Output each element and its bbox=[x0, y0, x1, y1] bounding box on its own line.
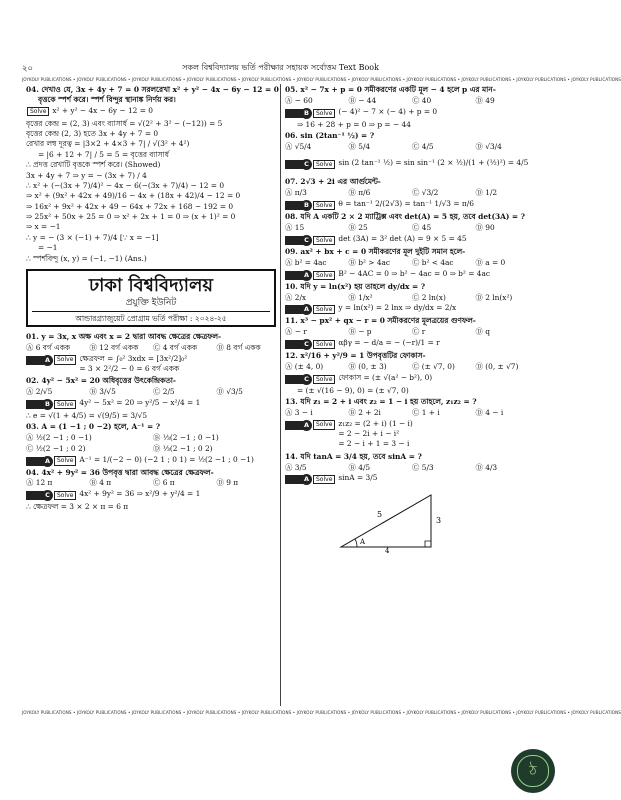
adjacent-label: 4 bbox=[385, 547, 390, 556]
column-divider bbox=[280, 84, 281, 706]
question-13 bbox=[285, 398, 535, 451]
option-d[interactable]: Ⓓ 1/2 bbox=[475, 188, 498, 198]
option-c[interactable]: Ⓒ (± √7, 0) bbox=[412, 362, 455, 371]
option-b[interactable]: Ⓑ 25 bbox=[348, 223, 368, 232]
answer-badge: B Solve bbox=[285, 200, 335, 211]
question-title-cont: বৃত্তকে স্পর্শ করে। স্পর্শ বিন্দুর স্থানাঙ্ক নির্ণয় কর। bbox=[38, 95, 176, 105]
answer-badge: A Solve bbox=[285, 420, 335, 431]
answer-badge: A Solve bbox=[285, 304, 335, 315]
option-b[interactable]: Ⓑ 5/4 bbox=[348, 141, 371, 151]
question-title: 14. যদি tanA = 3/4 হয়, তবে sinA = ? bbox=[285, 451, 422, 461]
answer-badge: A Solve bbox=[285, 270, 335, 281]
option-c[interactable]: Ⓒ 40 bbox=[412, 95, 432, 105]
publisher-logo bbox=[511, 749, 555, 793]
question-12 bbox=[285, 352, 535, 396]
option-b[interactable]: Ⓑ − p bbox=[348, 327, 372, 337]
option-d[interactable]: Ⓓ √3/5 bbox=[216, 387, 243, 397]
options bbox=[26, 445, 276, 454]
options bbox=[285, 294, 535, 303]
university-name: ঢাকা বিশ্ববিদ্যালয় bbox=[88, 275, 213, 297]
solution-line: ∴ e = √(1 + 4/5) = √(9/5) = 3/√5 bbox=[26, 411, 148, 421]
option-c[interactable]: Ⓒ r bbox=[412, 327, 426, 337]
option-d[interactable]: Ⓓ 8 বর্গ একক bbox=[216, 342, 261, 352]
question-title: 01. y = 3x, x অক্ষ এবং x = 2 দ্বারা আবদ্ধ ক্ষেত্রের ক্ষেত্রফল- bbox=[26, 331, 222, 341]
solution bbox=[26, 355, 276, 376]
option-c[interactable]: Ⓒ 4 বর্গ একক bbox=[153, 342, 198, 352]
question-11 bbox=[285, 317, 535, 350]
opposite-label: 3 bbox=[436, 516, 442, 526]
left-column bbox=[26, 85, 279, 514]
solution-line: ∴ y = − (3 × (−1) + 7)/4 [∵ x = −1] bbox=[26, 232, 159, 242]
option-d[interactable]: Ⓓ 4/3 bbox=[475, 462, 498, 472]
option-b[interactable]: Ⓑ 4/5 bbox=[348, 462, 371, 472]
options bbox=[285, 143, 535, 152]
options bbox=[26, 388, 276, 397]
options bbox=[285, 224, 535, 233]
option-b[interactable]: Ⓑ ⅓(2 −1 ; 0 −1) bbox=[153, 432, 219, 442]
option-b[interactable]: Ⓑ 12 বর্গ একক bbox=[89, 342, 139, 352]
solution-line: z₁z₂ = (2 + i) (1 − i) bbox=[338, 418, 413, 428]
right-triangle-diagram bbox=[335, 491, 445, 556]
option-a[interactable]: Ⓐ ½(2 −1 ; 0 −1) bbox=[26, 432, 92, 442]
answer-badge: B Solve bbox=[26, 399, 76, 410]
question-title: 07. 2√3 + 2i এর আর্গুমেন্ট- bbox=[285, 177, 381, 187]
question-07 bbox=[285, 178, 535, 211]
options bbox=[285, 409, 535, 418]
option-d[interactable]: Ⓓ 4 − i bbox=[475, 407, 504, 417]
solution-line: ⇒ x = −1 bbox=[26, 222, 61, 232]
option-c[interactable]: Ⓒ 1 + i bbox=[412, 407, 440, 417]
solution-line: ∴ x² + (−(3x + 7)/4)² − 4x − 6(−(3x + 7)/4) − 12 = 0 bbox=[26, 180, 225, 190]
solution-line: = (± √(16 − 9), 0) = (± √7, 0) bbox=[297, 385, 409, 395]
university-box bbox=[26, 269, 276, 326]
solution-line: বৃত্তের কেন্দ্র = (2, 3) এবং ব্যাসার্ধ = √(2² + 3² − (−12)) = 5 bbox=[26, 118, 223, 128]
option-c[interactable]: Ⓒ 4/5 bbox=[412, 141, 434, 151]
solution bbox=[285, 159, 535, 170]
solution-line: রেখার লম্ব দূরত্ব = |3×2 + 4×3 + 7| / √(3² + 4²) bbox=[26, 139, 190, 149]
solution-line: = 3 × 2²/2 − 0 = 6 বর্গ একক bbox=[79, 363, 180, 373]
solution-line: ⇒ 16 + 28 + p = 0 ⇒ p = − 44 bbox=[297, 119, 411, 129]
question-05 bbox=[285, 86, 535, 130]
solution-line: ∴ স্পর্শবিন্দু (x, y) = (−1, −1) (Ans.) bbox=[26, 253, 147, 263]
option-c[interactable]: Ⓒ 45 bbox=[412, 223, 432, 232]
question-title: 02. 4y² − 5x² = 20 অধিবৃত্তের উৎকেন্দ্রিকতা- bbox=[26, 376, 176, 386]
unit-name: প্রযুক্তি ইউনিট bbox=[125, 297, 177, 308]
question-14 bbox=[285, 453, 535, 557]
solution bbox=[285, 339, 535, 350]
solution-line: αβγ = − d/a = − (−r)/1 = r bbox=[338, 338, 440, 348]
options bbox=[285, 363, 535, 372]
option-a[interactable]: Ⓐ b² = 4ac bbox=[285, 257, 327, 267]
answer-badge: C Solve bbox=[285, 235, 335, 246]
solution-line: det (3A) = 3² det (A) = 9 × 5 = 45 bbox=[338, 233, 467, 243]
option-d[interactable]: Ⓓ 90 bbox=[475, 223, 495, 232]
option-c[interactable]: Ⓒ √3/2 bbox=[412, 188, 439, 198]
solve-badge: Solve bbox=[26, 107, 49, 116]
question-title: 10. যদি y = ln(x²) হয় তাহলে dy/dx = ? bbox=[285, 281, 426, 291]
question-title: 04. 4x² + 9y² = 36 উপবৃত্ত দ্বারা আবদ্ধ ক্ষেত্রের ক্ষেত্রফল- bbox=[26, 467, 214, 477]
option-b[interactable]: Ⓑ 4 π bbox=[89, 478, 112, 488]
solution-line: B² − 4AC = 0 ⇒ b² − 4ac = 0 ⇒ b² = 4ac bbox=[338, 268, 491, 278]
answer-badge: C Solve bbox=[285, 159, 335, 170]
option-a[interactable]: Ⓐ 3 − i bbox=[285, 407, 313, 417]
option-d[interactable]: Ⓓ 2 ln(x²) bbox=[475, 292, 513, 302]
option-c[interactable]: Ⓒ 6 π bbox=[153, 478, 175, 488]
solution-line: বৃত্তের কেন্দ্র (2, 3) হতে 3x + 4y + 7 = 0 bbox=[26, 129, 159, 138]
solution bbox=[285, 420, 535, 451]
option-a[interactable]: Ⓐ − 60 bbox=[285, 95, 313, 105]
option-c[interactable]: Ⓒ 2/5 bbox=[153, 387, 175, 397]
answer-badge: A Solve bbox=[26, 456, 76, 467]
solution bbox=[285, 235, 535, 246]
option-c[interactable]: Ⓒ b² < 4ac bbox=[412, 257, 454, 267]
solution-line: θ = tan⁻¹ 2/(2√3) = tan⁻¹ 1/√3 = π/6 bbox=[338, 199, 474, 209]
question-title: 13. যদি z₁ = 2 + i এবং z₂ = 1 − i হয় তাহলে, z₁z₂ = ? bbox=[285, 396, 477, 406]
option-c[interactable]: Ⓒ 5/3 bbox=[412, 462, 434, 472]
answer-badge: C Solve bbox=[285, 339, 335, 350]
solution bbox=[285, 108, 535, 119]
option-d[interactable]: Ⓓ a = 0 bbox=[475, 257, 506, 267]
question-title: 04. দেখাও যে, 3x + 4y + 7 = 0 সরলরেখা x² + y² − 4x − 6y − 12 = 0 bbox=[26, 85, 279, 94]
options bbox=[285, 259, 535, 268]
option-d[interactable]: Ⓓ 49 bbox=[475, 95, 495, 105]
question-02 bbox=[26, 377, 276, 421]
publisher-ribbon-bottom: JOYKOLY PUBLICATIONS • JOYKOLY PUBLICATIONS • JOYKOLY PUBLICATIONS • JOYKOLY PUBLICATIONS • JOYKOLY PUBLICATIONS • JOYKOLY PUBLICATIONS • JOYKOLY PUBLICATIONS • JOYKOLY PUBLICATIONS • JOYKOLY PUBLICATIONS • JOYKOLY PUBLICATIONS • JOYKOLY PUBLICATIONS bbox=[22, 710, 621, 715]
solution bbox=[26, 456, 276, 467]
solution bbox=[285, 374, 535, 385]
solution-line: (− 4)² − 7 × (− 4) + p = 0 bbox=[338, 106, 438, 116]
solution-line: 4y² − 5x² = 20 ⇒ y²/5 − x²/4 = 1 bbox=[79, 398, 201, 408]
option-b[interactable]: Ⓑ 1/x² bbox=[348, 292, 373, 302]
options bbox=[26, 344, 276, 353]
question-title: 05. x² − 7x + p = 0 সমীকরণের একটি মূল − 4 হলে p এর মান- bbox=[285, 85, 496, 94]
right-column bbox=[285, 85, 535, 558]
page-header bbox=[22, 62, 539, 78]
option-b[interactable]: Ⓑ − 44 bbox=[348, 95, 377, 105]
hypotenuse-label: 5 bbox=[377, 510, 383, 520]
option-a[interactable]: Ⓐ 6 বর্গ একক bbox=[26, 342, 71, 352]
option-a[interactable]: Ⓐ 15 bbox=[285, 223, 305, 232]
question-03 bbox=[26, 423, 276, 467]
option-d[interactable]: Ⓓ (0, ± √7) bbox=[475, 362, 519, 371]
right-angle-mark bbox=[425, 541, 431, 547]
question-04-ellipse bbox=[26, 469, 276, 513]
solution bbox=[26, 399, 276, 410]
options bbox=[285, 464, 535, 473]
solution-line: sinA = 3/5 bbox=[338, 473, 378, 483]
question-title: 06. sin (2tan⁻¹ ½) = ? bbox=[285, 130, 375, 140]
solution-line: y = ln(x²) = 2 lnx ⇒ dy/dx = 2/x bbox=[338, 303, 457, 313]
option-a[interactable]: Ⓐ − r bbox=[285, 327, 307, 337]
question-title: 08. যদি A একটি 2 × 2 ম্যাট্রিক্স এবং det(A) = 5 হয়, তবে det(3A) = ? bbox=[285, 212, 525, 222]
option-a[interactable]: Ⓐ (± 4, 0) bbox=[285, 362, 324, 371]
answer-badge: C Solve bbox=[285, 374, 335, 385]
question-09 bbox=[285, 248, 535, 281]
question-title: 11. x³ − px² + qx − r = 0 সমীকরণের মূলত্রয়ের গুণফল- bbox=[285, 316, 476, 326]
solution-line: 4x² + 9y² = 36 ⇒ x²/9 + y²/4 = 1 bbox=[79, 489, 201, 499]
answer-badge: B Solve bbox=[285, 108, 335, 119]
triangle-shape bbox=[341, 495, 431, 547]
program-name: আন্ডারগ্র্যাজুয়েট প্রোগ্রাম ভর্তি পরীক্ষা : ২০২৪-২৫ bbox=[32, 311, 270, 323]
option-b[interactable]: Ⓑ (0, ± 3) bbox=[348, 362, 387, 371]
solution-line: ⇒ 16x² + 9x² + 42x + 49 − 64x + 72x + 168 − 192 = 0 bbox=[26, 201, 234, 211]
options bbox=[26, 479, 276, 488]
solution bbox=[285, 270, 535, 281]
solution-line: A⁻¹ = 1/(−2 − 0) (−2 1 ; 0 1) = ½(2 −1 ; 0 −1) bbox=[79, 454, 254, 464]
solution-line: ∴ প্রদত্ত রেখাটি বৃত্তকে স্পর্শ করে। (Showed) bbox=[26, 160, 161, 170]
options bbox=[285, 328, 535, 337]
solution bbox=[26, 490, 276, 501]
option-b[interactable]: Ⓑ 2 + 2i bbox=[348, 407, 381, 417]
solution bbox=[285, 304, 535, 315]
option-d[interactable]: Ⓓ 9 π bbox=[216, 478, 239, 488]
answer-badge: A Solve bbox=[26, 355, 76, 366]
angle-label: A bbox=[360, 538, 366, 547]
options bbox=[285, 97, 535, 106]
solution-line: ⇒ 25x² + 50x + 25 = 0 ⇒ x² + 2x + 1 = 0 ⇒ (x + 1)² = 0 bbox=[26, 212, 236, 221]
solution-line: ফোকাস = (± √(a² − b²), 0) bbox=[338, 372, 433, 382]
answer-badge: C Solve bbox=[26, 490, 76, 501]
question-08 bbox=[285, 213, 535, 246]
angle-arc bbox=[355, 539, 357, 547]
option-b[interactable]: Ⓑ 3/√5 bbox=[89, 387, 116, 397]
solution-line: x² + y² − 4x − 6y − 12 = 0 bbox=[52, 106, 153, 116]
page-header-title: সকল বিশ্ববিদ্যালয় ভর্তি পরীক্ষার সহায়ক সর্বোত্তম Text Book bbox=[182, 63, 379, 72]
option-a[interactable]: Ⓐ 2/x bbox=[285, 292, 307, 302]
question-06 bbox=[285, 132, 535, 171]
question-04-circle bbox=[26, 85, 279, 263]
option-d[interactable]: Ⓓ √3/4 bbox=[475, 141, 502, 151]
solution-line: = 2 − 2i + i − i² bbox=[338, 428, 400, 438]
option-b[interactable]: Ⓑ π/6 bbox=[348, 188, 371, 198]
question-title: 03. A = (1 −1 ; 0 −2) হলে, A⁻¹ = ? bbox=[26, 421, 161, 431]
solution bbox=[285, 200, 535, 211]
question-10 bbox=[285, 283, 535, 316]
option-a[interactable]: Ⓐ 3/5 bbox=[285, 462, 307, 472]
option-a[interactable]: Ⓐ 12 π bbox=[26, 478, 53, 488]
option-a[interactable]: Ⓐ √5/4 bbox=[285, 141, 312, 151]
solution-line: ∴ ক্ষেত্রফল = 3 × 2 × π = 6 π bbox=[26, 502, 129, 512]
option-c[interactable]: Ⓒ 2 ln(x) bbox=[412, 292, 446, 302]
option-b[interactable]: Ⓑ b² > 4ac bbox=[348, 257, 391, 267]
question-title: 12. x²/16 + y²/9 = 1 উপবৃত্তটির ফোকাস- bbox=[285, 351, 426, 361]
answer-badge: A Solve bbox=[285, 474, 335, 485]
question-01 bbox=[26, 333, 276, 376]
page-number: ২০ bbox=[22, 64, 34, 74]
option-a[interactable]: Ⓐ 2/√5 bbox=[26, 387, 53, 397]
question-title: 09. ax² + bx + c = 0 সমীকরণের মূল দুইটি সমান হলে- bbox=[285, 246, 466, 256]
options bbox=[26, 434, 276, 443]
solution-line: sin (2 tan⁻¹ ½) = sin sin⁻¹ (2 × ½)/(1 + (½)²) = 4/5 bbox=[338, 158, 529, 168]
solution-line: ⇒ x² + (9x² + 42x + 49)/16 − 4x + (18x + 42)/4 − 12 = 0 bbox=[26, 191, 241, 201]
option-a[interactable]: Ⓐ π/3 bbox=[285, 188, 307, 198]
solution-line: = |6 + 12 + 7| / 5 = 5 = বৃত্তের ব্যাসার্ধ bbox=[38, 149, 169, 159]
options bbox=[285, 189, 535, 198]
solution bbox=[285, 474, 535, 485]
publisher-ribbon-top: JOYKOLY PUBLICATIONS • JOYKOLY PUBLICATIONS • JOYKOLY PUBLICATIONS • JOYKOLY PUBLICATIONS • JOYKOLY PUBLICATIONS • JOYKOLY PUBLICATIONS • JOYKOLY PUBLICATIONS • JOYKOLY PUBLICATIONS • JOYKOLY PUBLICATIONS • JOYKOLY PUBLICATIONS • JOYKOLY PUBLICATIONS bbox=[22, 77, 621, 82]
solution-line: ক্ষেত্রফল = ∫₀² 3xdx = [3x²/2]₀² bbox=[79, 353, 188, 363]
solution-line: 3x + 4y + 7 ⇒ y = − (3x + 7) / 4 bbox=[26, 170, 147, 180]
option-d[interactable]: Ⓓ ⅓(2 −1 ; 0 2) bbox=[153, 443, 213, 453]
option-c[interactable]: Ⓒ ½(2 −1 ; 0 2) bbox=[26, 443, 86, 453]
option-d[interactable]: Ⓓ q bbox=[475, 327, 490, 337]
solution-line: = 2 − i + 1 = 3 − i bbox=[338, 439, 410, 449]
logo-glyph: ঠ bbox=[517, 755, 549, 787]
solution bbox=[26, 107, 276, 117]
solution-line: = −1 bbox=[38, 243, 58, 253]
